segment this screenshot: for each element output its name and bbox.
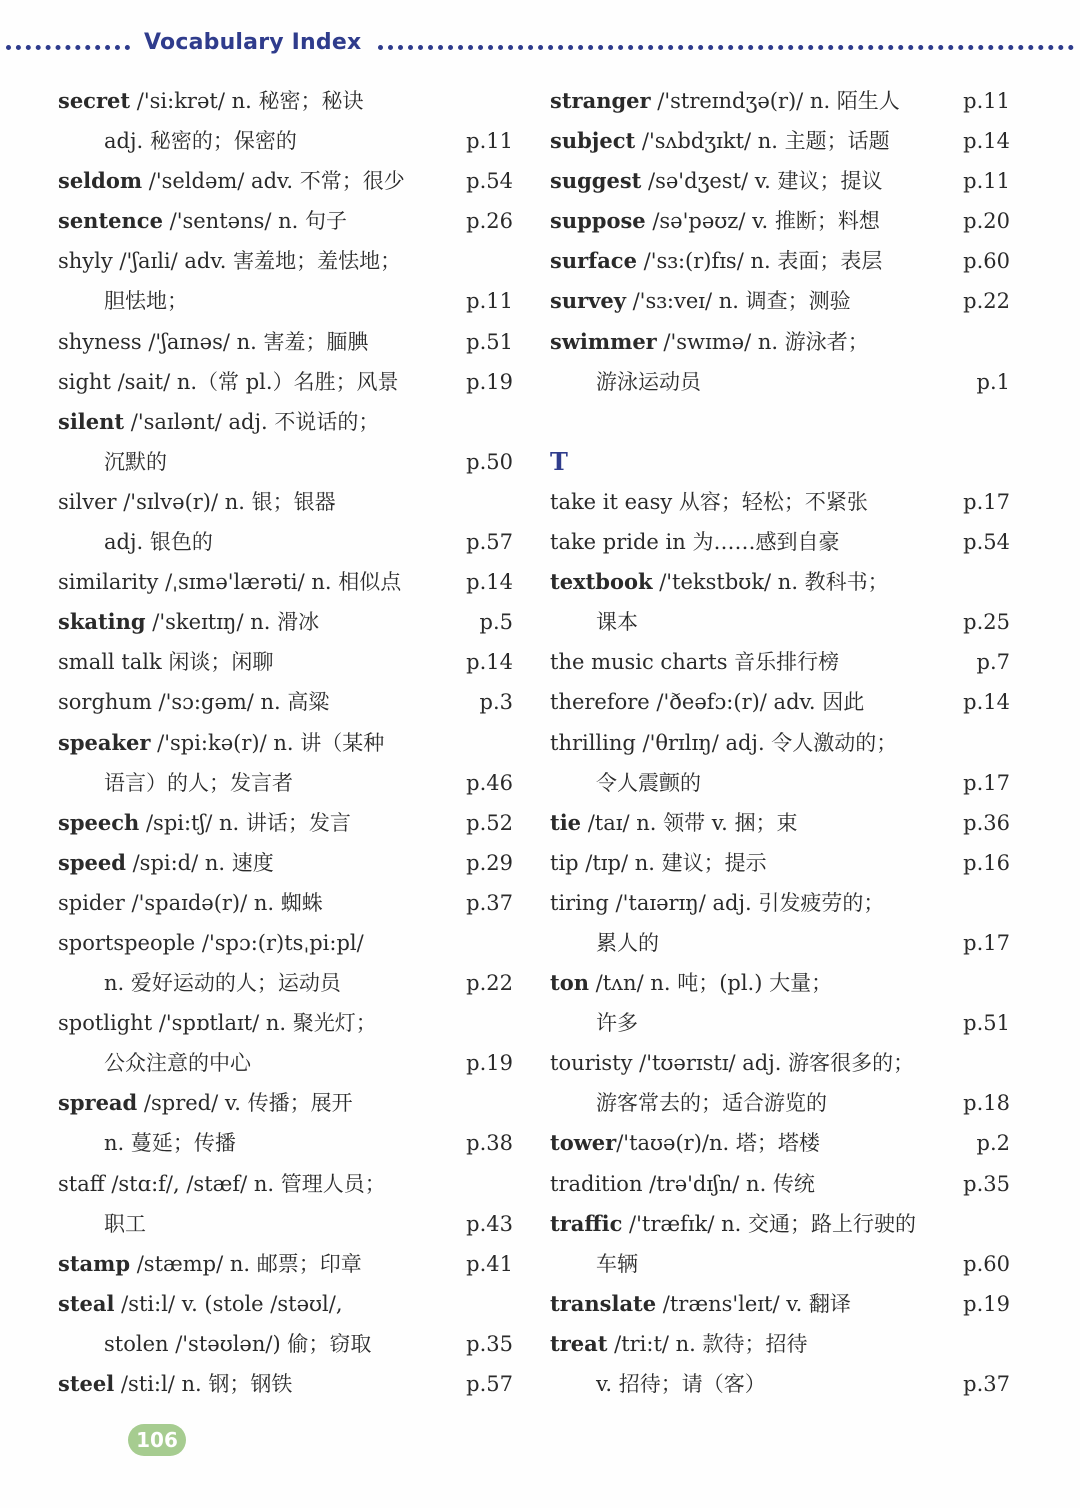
- entry-text: [596, 1364, 766, 1404]
- entry-headword: stamp: [58, 1250, 131, 1276]
- entry-text: [104, 1324, 371, 1364]
- entry-definition: 沉默的: [104, 449, 167, 474]
- index-entry: [58, 763, 513, 803]
- entry-headword: skating: [58, 609, 146, 635]
- entry-definition: /'skeɪtɪŋ/ n. 滑冰: [145, 610, 320, 635]
- entry-definition: /'sɜ:veɪ/ n. 调查；测验: [625, 289, 851, 314]
- entry-headword: speed: [58, 849, 126, 875]
- entry-page: p.57: [466, 1372, 513, 1396]
- index-entry: [58, 963, 513, 1003]
- entry-definition: /spi:d/ n. 速度: [125, 850, 274, 875]
- entry-page: p.29: [466, 850, 513, 875]
- entry-page: p.11: [963, 89, 1010, 113]
- index-entry: [58, 81, 513, 121]
- entry-text: [550, 1043, 914, 1083]
- entry-page: p.3: [479, 690, 513, 715]
- entry-headword: secret: [58, 88, 131, 113]
- entry-text: [550, 1123, 820, 1163]
- entry-definition: adj. 银色的: [104, 530, 213, 555]
- entry-headword: suppose: [550, 208, 646, 234]
- index-entry: [550, 963, 1010, 1003]
- entry-definition: /sti:l/ v. (stole /stəʊl/,: [114, 1291, 343, 1316]
- index-entry: [58, 442, 513, 482]
- entry-text: [550, 562, 889, 602]
- entry-page: p.17: [963, 930, 1010, 955]
- entry-definition: similarity /ˌsɪmə'lærəti/ n. 相似点: [58, 570, 402, 595]
- entry-text: [550, 1164, 815, 1204]
- entry-definition: /sə'dʒest/ v. 建议；提议: [641, 169, 883, 194]
- entry-text: [550, 121, 890, 161]
- entry-headword: swimmer: [550, 328, 657, 354]
- entry-page: p.14: [466, 650, 513, 675]
- entry-page: p.14: [466, 570, 513, 595]
- entry-page: p.20: [963, 209, 1010, 234]
- entry-headword: translate: [550, 1290, 657, 1316]
- index-entry: [550, 843, 1010, 883]
- entry-page: p.57: [466, 530, 513, 555]
- entry-headword: traffic: [550, 1210, 623, 1236]
- index-entry: [550, 763, 1010, 803]
- entry-definition: 车辆: [596, 1251, 638, 1276]
- entry-headword: speaker: [58, 729, 151, 755]
- entry-text: [104, 1043, 251, 1083]
- entry-definition: silver /'sɪlvə(r)/ n. 银；银器: [58, 489, 336, 514]
- entry-definition: /'swɪmə/ n. 游泳者；: [656, 329, 869, 354]
- entry-page: p.54: [466, 169, 513, 194]
- entry-text: [550, 482, 868, 522]
- entry-definition: 胆怯地；: [104, 289, 188, 314]
- entry-page: p.37: [466, 890, 513, 915]
- entry-text: [550, 241, 882, 281]
- entry-text: [58, 201, 347, 241]
- entry-definition: /'taʊə(r)/n. 塔；塔楼: [616, 1131, 820, 1156]
- entry-text: [58, 642, 273, 682]
- entry-page: p.19: [466, 1051, 513, 1076]
- entry-text: [550, 803, 798, 843]
- entry-definition: /'si:krət/ n. 秘密；秘诀: [130, 89, 364, 113]
- entry-page: p.17: [963, 489, 1010, 514]
- entry-definition: take pride in 为……感到自豪: [550, 530, 840, 555]
- index-entry: [550, 1043, 1010, 1083]
- entry-page: p.52: [466, 810, 513, 835]
- entry-definition: shyly /'ʃaɪli/ adv. 害羞地；羞怯地；: [58, 249, 402, 274]
- entry-text: [58, 241, 401, 281]
- entry-definition: 职工: [104, 1211, 146, 1236]
- entry-definition: /'seldəm/ adv. 不常；很少: [142, 169, 405, 194]
- index-entry: [550, 241, 1010, 281]
- entry-page: p.14: [963, 690, 1010, 715]
- entry-text: [550, 682, 864, 722]
- index-entry: [550, 201, 1010, 241]
- entry-definition: 令人震颤的: [596, 770, 701, 795]
- entry-definition: 许多: [596, 1011, 638, 1036]
- entry-text: [550, 201, 880, 241]
- entry-page: p.26: [466, 209, 513, 234]
- entry-headword: textbook: [550, 569, 653, 595]
- index-entry: [58, 1003, 513, 1043]
- entry-text: [596, 362, 701, 402]
- index-entry: [550, 682, 1010, 722]
- index-entry: [58, 1364, 513, 1404]
- entry-definition: /'sentəns/ n. 句子: [162, 209, 347, 234]
- index-entry: [58, 1164, 513, 1204]
- entry-text: [104, 281, 188, 321]
- entry-text: [550, 322, 869, 362]
- index-entry: [550, 322, 1010, 362]
- index-entry: [58, 522, 513, 562]
- entry-text: [58, 402, 379, 442]
- index-entry: [550, 1364, 1010, 1404]
- index-entry: [58, 362, 513, 402]
- entry-page: p.38: [466, 1131, 513, 1156]
- entry-definition: the music charts 音乐排行榜: [550, 650, 840, 675]
- entry-text: [58, 1284, 343, 1324]
- entry-headword: subject: [550, 128, 636, 154]
- entry-text: [596, 1244, 638, 1284]
- entry-text: [550, 883, 884, 923]
- entry-definition: tip /tɪp/ n. 建议；提示: [550, 850, 767, 875]
- entry-text: [104, 1204, 146, 1244]
- index-entry: [550, 1244, 1010, 1284]
- entry-page: p.11: [963, 169, 1010, 194]
- entry-text: [58, 161, 405, 201]
- entry-text: [550, 81, 900, 121]
- entry-text: [58, 1083, 353, 1123]
- index-entry: [550, 562, 1010, 602]
- entry-page: p.46: [466, 770, 513, 795]
- entry-text: [104, 963, 341, 1003]
- entry-text: [550, 723, 897, 763]
- entry-definition: 公众注意的中心: [104, 1051, 251, 1076]
- entry-definition: /'træfɪk/ n. 交通；路上行驶的: [622, 1211, 916, 1236]
- entry-text: [58, 322, 369, 362]
- index-entry: [550, 803, 1010, 843]
- entry-headword: suggest: [550, 168, 642, 194]
- entry-page: p.36: [963, 810, 1010, 835]
- entry-definition: stolen /'stəʊlən/) 偷；窃取: [104, 1331, 372, 1356]
- index-entry: [58, 843, 513, 883]
- entry-headword: treat: [550, 1330, 608, 1356]
- entry-definition: /'tekstbʊk/ n. 教科书；: [652, 570, 889, 595]
- left-column: [58, 81, 513, 1404]
- entry-text: [550, 281, 851, 321]
- entry-definition: staff /stɑ:f/, /stæf/ n. 管理人员；: [58, 1171, 386, 1196]
- index-entry: [550, 1204, 1010, 1244]
- index-entry: [550, 362, 1010, 402]
- entry-page: p.51: [466, 329, 513, 354]
- entry-text: [596, 1083, 827, 1123]
- index-entry: [550, 642, 1010, 682]
- entry-definition: sportspeople /'spɔ:(r)tsˌpi:pl/: [58, 930, 364, 955]
- entry-page: p.5: [479, 610, 513, 635]
- entry-page: p.51: [963, 1011, 1010, 1036]
- entry-text: [550, 642, 839, 682]
- entry-headword: tie: [550, 809, 582, 835]
- entry-text: [550, 1324, 808, 1364]
- section-letter: T: [550, 446, 568, 476]
- index-entry: [58, 281, 513, 321]
- entry-page: p.43: [466, 1211, 513, 1236]
- entry-text: [550, 161, 883, 201]
- entry-page: p.7: [976, 650, 1010, 675]
- entry-page: p.35: [466, 1331, 513, 1356]
- index-entry: [550, 883, 1010, 923]
- entry-text: [58, 81, 363, 121]
- entry-text: [104, 1123, 236, 1163]
- entry-definition: /tʌn/ n. 吨；(pl.) 大量；: [588, 971, 833, 996]
- index-entry: [550, 923, 1010, 963]
- entry-headword: seldom: [58, 168, 143, 194]
- entry-definition: thrilling /'θrɪlɪŋ/ adj. 令人激动的；: [550, 730, 898, 755]
- entry-page: p.11: [466, 289, 513, 314]
- entry-definition: 游客常去的；适合游览的: [596, 1091, 827, 1116]
- entry-definition: n. 蔓延；传播: [104, 1131, 236, 1156]
- index-entry: [58, 1324, 513, 1364]
- index-entry: [550, 482, 1010, 522]
- entry-definition: 语言）的人；发言者: [104, 770, 293, 795]
- entry-page: p.50: [466, 449, 513, 474]
- entry-text: [58, 1164, 386, 1204]
- entry-text: [596, 763, 701, 803]
- entry-page: p.22: [963, 289, 1010, 314]
- page-title: Vocabulary Index: [144, 30, 362, 55]
- index-entry: [58, 322, 513, 362]
- entry-definition: therefore /'ðeəfɔ:(r)/ adv. 因此: [550, 690, 865, 715]
- entry-text: [58, 923, 364, 963]
- index-entry: [58, 602, 513, 642]
- index-entry: [58, 883, 513, 923]
- index-entry: [58, 642, 513, 682]
- entry-headword: steal: [58, 1290, 115, 1316]
- index-entry: [550, 1003, 1010, 1043]
- entry-page: p.11: [466, 129, 513, 154]
- entry-text: [550, 1284, 851, 1324]
- entry-headword: stranger: [550, 88, 651, 113]
- entry-text: [104, 442, 167, 482]
- entry-definition: /spred/ v. 传播；展开: [137, 1091, 353, 1116]
- entry-definition: take it easy 从容；轻松；不紧张: [550, 489, 868, 514]
- index-entry: [58, 201, 513, 241]
- entry-definition: /'sʌbdʒɪkt/ n. 主题；话题: [635, 129, 890, 154]
- index-entry: [58, 1043, 513, 1083]
- entry-page: p.35: [963, 1171, 1010, 1196]
- entry-definition: spider /'spaɪdə(r)/ n. 蜘蛛: [58, 890, 323, 915]
- entry-text: [58, 682, 329, 722]
- index-entry: [58, 402, 513, 442]
- entry-headword: steel: [58, 1371, 115, 1396]
- entry-page: p.2: [976, 1131, 1010, 1156]
- entry-page: p.22: [466, 971, 513, 996]
- entry-definition: /'spi:kə(r)/ n. 讲（某种: [150, 730, 385, 755]
- entry-headword: spread: [58, 1090, 138, 1116]
- index-entry: [58, 562, 513, 602]
- entry-page: p.14: [963, 129, 1010, 154]
- page-number-badge: 106: [128, 1424, 186, 1456]
- entry-text: [58, 1364, 292, 1404]
- entry-definition: sorghum /'sɔ:gəm/ n. 高粱: [58, 690, 330, 715]
- entry-text: [550, 963, 832, 1003]
- entry-definition: /sə'pəʊz/ v. 推断；料想: [645, 209, 880, 234]
- header-dots-left: [6, 45, 130, 50]
- entry-definition: 课本: [596, 610, 638, 635]
- entry-text: [550, 843, 767, 883]
- entry-headword: silent: [58, 408, 125, 434]
- header-dots-right: [378, 45, 1074, 50]
- entry-definition: v. 招待；请（客）: [596, 1372, 766, 1396]
- entry-text: [58, 362, 399, 402]
- entry-text: [58, 1003, 377, 1043]
- index-entry: [58, 723, 513, 763]
- entry-page: p.17: [963, 770, 1010, 795]
- index-entry: [58, 1123, 513, 1163]
- index-entry: [550, 281, 1010, 321]
- entry-definition: /tri:t/ n. 款待；招待: [607, 1331, 808, 1356]
- entry-definition: /taɪ/ n. 领带 v. 捆；束: [581, 810, 798, 835]
- entry-definition: /'streɪndʒə(r)/ n. 陌生人: [650, 89, 900, 113]
- index-entry: [58, 1284, 513, 1324]
- index-entry: [550, 81, 1010, 121]
- entry-text: [58, 562, 401, 602]
- entry-page: p.1: [976, 369, 1010, 394]
- entry-text: [104, 763, 293, 803]
- entry-page: p.25: [963, 610, 1010, 635]
- index-entry: [58, 241, 513, 281]
- entry-definition: adj. 秘密的；保密的: [104, 129, 297, 154]
- entry-headword: speech: [58, 809, 140, 835]
- entry-definition: /spi:tʃ/ n. 讲话；发言: [139, 810, 351, 835]
- index-entry: [550, 522, 1010, 562]
- entry-headword: tower: [550, 1130, 617, 1156]
- entry-page: p.54: [963, 530, 1010, 555]
- entry-headword: ton: [550, 970, 589, 996]
- index-entry: [58, 682, 513, 722]
- index-entry: [550, 1083, 1010, 1123]
- index-entry: [58, 482, 513, 522]
- entry-text: [58, 883, 323, 923]
- entry-definition: tradition /trə'dɪʃn/ n. 传统: [550, 1171, 815, 1196]
- index-entry: [58, 1204, 513, 1244]
- entry-text: [58, 723, 384, 763]
- entry-definition: n. 爱好运动的人；运动员: [104, 971, 341, 996]
- entry-text: [550, 522, 839, 562]
- entry-text: [58, 602, 319, 642]
- index-entry: [550, 1123, 1010, 1163]
- index-entry: [58, 161, 513, 201]
- entry-definition: spotlight /'spɒtlaɪt/ n. 聚光灯；: [58, 1011, 377, 1036]
- index-entry: [58, 923, 513, 963]
- entry-definition: sight /sait/ n.（常 pl.）名胜；风景: [58, 369, 399, 394]
- entry-text: [58, 843, 274, 883]
- index-entry: [58, 121, 513, 161]
- entry-page: p.18: [963, 1091, 1010, 1116]
- entry-definition: 游泳运动员: [596, 369, 701, 394]
- entry-text: [58, 1244, 362, 1284]
- entry-definition: small talk 闲谈；闲聊: [58, 650, 274, 675]
- entry-text: [58, 803, 351, 843]
- entry-definition: /'sɜ:(r)fɪs/ n. 表面；表层: [636, 249, 883, 274]
- entry-definition: shyness /'ʃaɪnəs/ n. 害羞；腼腆: [58, 329, 369, 354]
- page-header: [0, 30, 1080, 64]
- entry-definition: /sti:l/ n. 钢；钢铁: [114, 1372, 293, 1396]
- index-entry: [550, 1164, 1010, 1204]
- entry-definition: /træns'leɪt/ v. 翻译: [656, 1291, 851, 1316]
- index-entry: [550, 1324, 1010, 1364]
- entry-text: [596, 923, 659, 963]
- entry-page: p.41: [466, 1251, 513, 1276]
- entry-text: [58, 482, 336, 522]
- entry-page: p.60: [963, 1251, 1010, 1276]
- index-entry: [58, 1244, 513, 1284]
- index-entry: [550, 121, 1010, 161]
- entry-definition: /'saɪlənt/ adj. 不说话的；: [124, 409, 380, 434]
- entry-page: p.16: [963, 850, 1010, 875]
- entry-text: [104, 121, 297, 161]
- entry-page: p.60: [963, 249, 1010, 274]
- entry-definition: 累人的: [596, 930, 659, 955]
- entry-definition: /stæmp/ n. 邮票；印章: [130, 1251, 362, 1276]
- index-entry: [58, 803, 513, 843]
- entry-headword: survey: [550, 288, 626, 314]
- entry-definition: touristy /'tʊərɪstɪ/ adj. 游客很多的；: [550, 1051, 915, 1076]
- index-entry: [550, 723, 1010, 763]
- entry-text: [596, 602, 638, 642]
- entry-headword: sentence: [58, 208, 163, 234]
- spacer: [550, 402, 1010, 442]
- right-column: [550, 81, 1010, 1404]
- entry-text: [104, 522, 213, 562]
- index-entry: [550, 602, 1010, 642]
- entry-text: [596, 1003, 638, 1043]
- entry-page: p.19: [466, 369, 513, 394]
- entry-definition: tiring /'taɪərɪŋ/ adj. 引发疲劳的；: [550, 890, 885, 915]
- index-entry: [550, 161, 1010, 201]
- index-entry: [550, 1284, 1010, 1324]
- entry-page: p.37: [963, 1372, 1010, 1396]
- index-entry: [58, 1083, 513, 1123]
- entry-headword: surface: [550, 248, 637, 274]
- entry-text: [550, 1204, 916, 1244]
- entry-page: p.19: [963, 1291, 1010, 1316]
